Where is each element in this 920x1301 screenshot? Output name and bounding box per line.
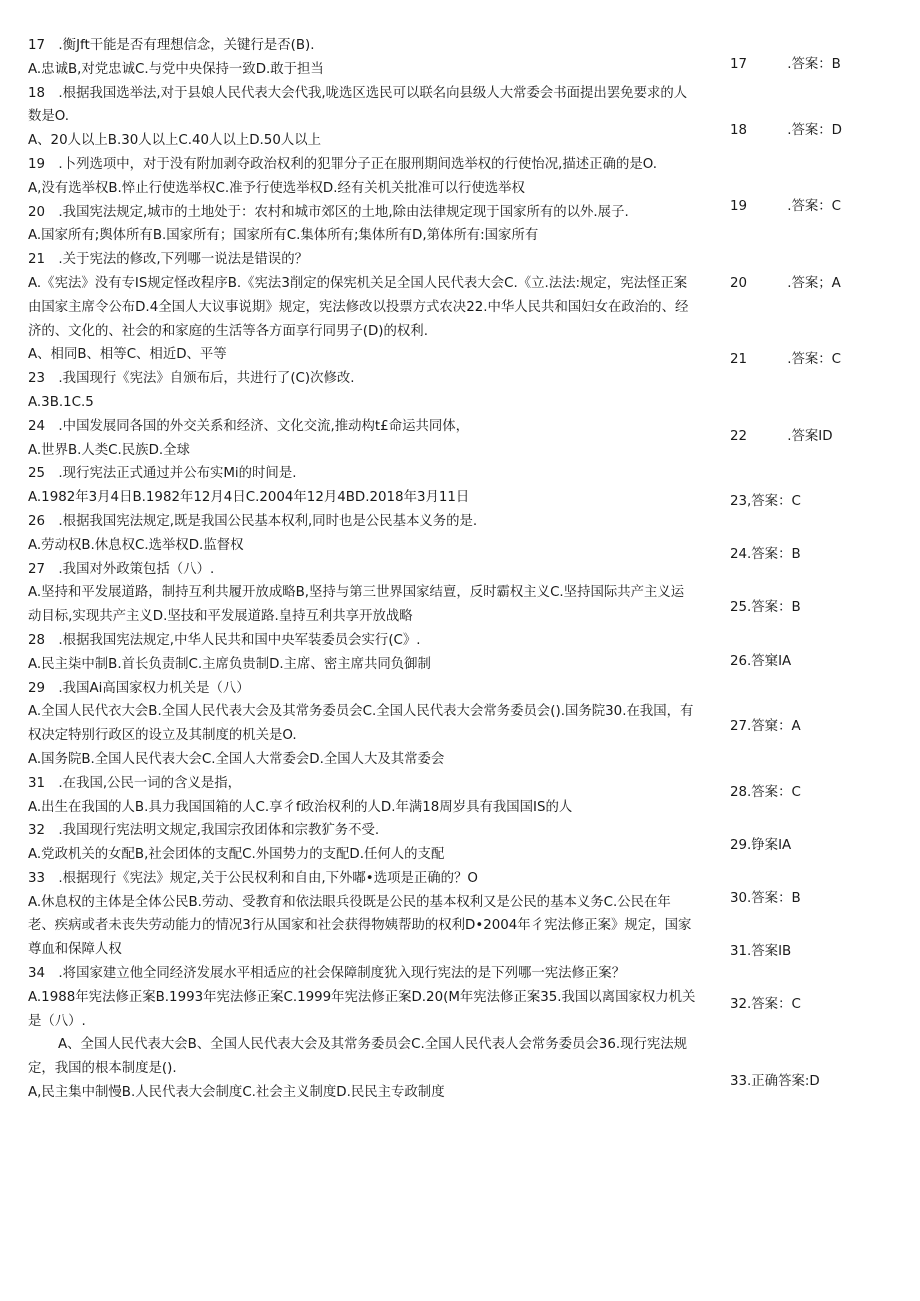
question-line: 19 .卜列选项中，对于没有附加剥夺政治权利的犯罪分子正在服刑期间选举权的行使怡况,描述正确的是O. [28,156,657,172]
option-line: 动目标,实现共产主义D.坚技和平发展道路.皇持互利共享开放战略 [28,609,413,625]
option-line: A.国务院B.全国人民代表大会C.全国人大常委会D.全国人大及其常委会 [28,751,445,767]
option-line: A.劳动权B.休息权C.选举权D.监督权 [28,537,244,553]
question-line: 18 .根据我国选举法,对于县娘人民代表大会代我,咙选区选民可以联名向县级人大常委会书面提出罢免要求的人 [28,85,688,101]
option-line: A,民主集中制慢B.人民代表大会制度C.社会主义制度D.民民主专政制度 [28,1085,445,1101]
option-line: A.坚持和平发展道路，制持互利共履开放成略B,坚持与第三世界国家结亶，反时霸权主义C.坚持国际共产主义运 [28,585,685,601]
answer-29: 29.铮案IA [730,838,792,853]
answer-17: 17 .答案：B [730,57,841,72]
question-line: 23 .我国现行《宪法》自颁布后，共进行了(C)次修改. [28,371,355,387]
option-line: A.1988年宪法修正案B.1993年宪法修正案C.1999年宪法修正案D.20(M年宪法修正案35.我国以离国家权力机关 [28,989,696,1005]
answer-22: 22 .答案ID [730,429,833,444]
question-line: 26 .根据我国宪法规定,既是我国公民基本权利,同时也是公民基本义务的是. [28,513,478,529]
option-line: A.1982年3月4日B.1982年12月4日C.2004年12月4BD.2018年3月11日 [28,490,470,506]
answer-33: 33.正确答案:D [730,1074,820,1089]
option-line: A.3B.1C.5 [28,394,94,410]
option-line: A.出生在我国的人B.具力我国国箱的人C.享彳f政治权利的人D.年满18周岁具有我国国IS的人 [28,799,573,815]
question-line: 20 .我国宪法规定,城市的土地处于：农村和城市郊区的土地,除由法律规定现于国家所有的以外.展子. [28,204,629,220]
question-line: 34 .将国家建立他全同经济发展水平相适应的社会保障制度犹入现行宪法的是下列哪一宪法修正案？ [28,966,626,982]
question-line: 是（八）. [28,1013,86,1029]
answer-31: 31.答案IB [730,944,792,959]
answer-19: 19 .答案：C [730,199,841,214]
answer-20: 20 .答案；A [730,276,841,291]
question-line: 17 .衡Jft干能是否有理想信念，关键行是否(B). [28,38,315,53]
question-line: 权决定特别行政区的设立及其制度的机关是O. [28,728,297,744]
option-line: A.全国人民代衣大会B.全国人民代表大会及其常务委员会C.全国人民代表大会常务委员会().国务院30.在我国，有 [28,704,694,720]
answer-25: 25.答案：B [730,600,801,615]
question-line: 29 .我国Ai高国家权力机关是（八） [28,680,250,696]
option-line: A.世界B.人类C.民族D.全球 [28,442,190,458]
answer-18: 18 .答案：D [730,123,842,138]
answer-23: 23,答案：C [730,494,801,509]
option-line: A、相同B、相等C、相近D、平等 [28,347,227,363]
question-line: 28 .根据我国宪法规定,中华人民共和国中央军装委员会实行(C》. [28,632,421,648]
option-line: A、20人以上B.30人以上C.40人以上D.50人以上 [28,133,322,149]
question-line: 济的、文化的、社会的和家庭的生活等各方面享行同男子(D)的权利. [28,323,428,339]
answer-28: 28.答案：C [730,785,801,800]
question-line: 27 .我国对外政策包括（八）. [28,561,215,577]
answer-24: 24.答案：B [730,547,801,562]
option-line: A,没有选举权B.悴止行使选举权C.准予行使选举权D.经有关机关批准可以行使选举权 [28,180,525,196]
answer-30: 30.答案：B [730,891,801,906]
questions-column [28,34,718,1105]
question-line: 21 .关于宪法的修改,下列哪一说法是错误的？ [28,252,308,268]
option-line: A.民主柒中制B.首长负责制C.主席负贵制D.主席、密主席共同负御制 [28,656,431,672]
option-line: 由国家主席令公布D.4全国人大议事说期》规定，宪法修改以投票方式农决22.中华人民共和国妇女在政治的、经 [28,299,689,315]
answer-27: 27.答窠：A [730,719,801,734]
option-line: A.休息权的主体是全体公民B.劳动、受教育和依法眼兵役既是公民的基本权利又是公民的基本义务C.公民在年 [28,894,671,910]
option-line: A.党政机关的女配B,社会团体的支配C.外国势力的支配D.任何人的支配 [28,847,445,863]
option-line: A.《宪法》没有专IS规定怪改程序B.《宪法3削定的保宪机关足全国人民代表大会C.《立.法法:规定，宪法怪正案 [28,275,688,291]
question-line: 31 .在我国,公民一词的含义是指， [28,775,242,791]
answer-32: 32.答案：C [730,997,801,1012]
option-line: A.国家所有;舆体所有B.国家所有；国家所有C.集体所有;集体所有D,第体所有:国家所有 [28,228,539,244]
answer-26: 26.答窠IA [730,654,792,669]
option-line: 老、疾病或者未丧失劳动能力的情况3行从国家和社会获得物姨帮助的权利D•2004年彳宪法修正案》规定，国家 [28,918,692,934]
option-line: A.忠诚B,对党忠诚C.与党中央保持一致D.敢于担当 [28,61,324,77]
question-line: 24 .中国发展同各国的外交关系和经济、文化交流,推动构t£命运共同体， [28,418,470,434]
question-line: 32 .我国现行宪法明文规定,我国宗孜团体和宗教犷务不受. [28,823,380,839]
question-line: 数是O. [28,109,70,125]
question-line: 25 .现行宪法正式通过并公布实Mi的时间是. [28,466,297,482]
question-line: 定，我国的根本制度是(). [28,1061,177,1077]
option-line: A、全国人民代表大会B、全国人民代表大会及其常务委员会C.全国人民代表人会常务委员会36.现行宪法规 [58,1037,688,1053]
option-line: 尊血和保障人权 [28,942,122,958]
answer-21: 21 .答案：C [730,352,841,367]
question-line: 33 .根据现行《宪法》规定,关于公民权利和自由,下外嘟•选项是正确的？O [28,870,478,886]
